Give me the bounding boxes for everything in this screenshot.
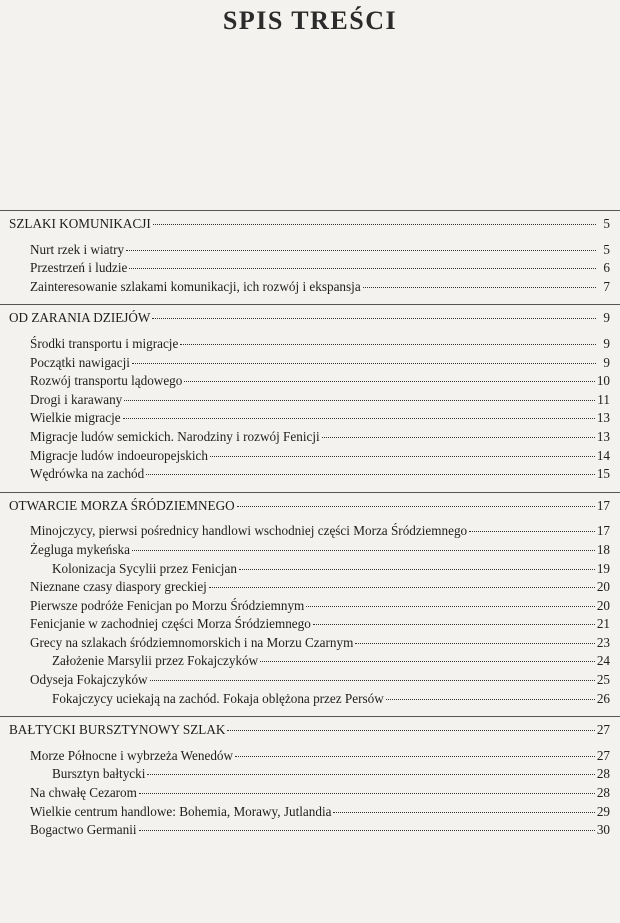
dot-leader	[239, 569, 595, 570]
page-number: 24	[596, 653, 610, 669]
toc-entry	[0, 560, 620, 579]
dot-leader	[180, 344, 596, 345]
entry-title: Przestrzeń i ludzie	[30, 260, 128, 276]
section-heading	[0, 309, 620, 328]
toc-entry	[0, 652, 620, 671]
toc-entry	[0, 447, 620, 466]
page-number: 23	[596, 634, 610, 650]
entry-title: Zainteresowanie szlakami komunikacji, ich rozwój i ekspansja	[30, 278, 361, 294]
dot-leader	[147, 774, 594, 775]
page-number: 20	[596, 579, 610, 595]
entry-title: Początki nawigacji	[30, 354, 130, 370]
dot-leader	[469, 531, 595, 532]
dot-leader	[322, 437, 595, 438]
entry-title: SZLAKI KOMUNIKACJI	[9, 216, 151, 231]
dot-leader	[237, 506, 595, 507]
page-number: 6	[603, 260, 610, 276]
section-heading	[0, 215, 620, 234]
toc-entry	[0, 765, 620, 784]
page-number: 25	[596, 672, 610, 688]
toc-entry	[0, 803, 620, 822]
dot-leader	[139, 830, 595, 831]
page-number: 9	[603, 335, 610, 351]
dot-leader	[132, 550, 595, 551]
toc-entry	[0, 747, 620, 766]
entry-title: Środki transportu i migracje	[30, 335, 179, 351]
dot-leader	[123, 418, 595, 419]
toc-entry	[0, 634, 620, 653]
page-number: 19	[596, 560, 610, 576]
entry-title: Nurt rzek i wiatry	[30, 241, 125, 257]
entry-title: Odyseja Fokajczyków	[30, 672, 148, 688]
entry-title: Wędrówka na zachód	[30, 466, 145, 482]
entry-title: Migracje ludów semickich. Narodziny i rozwój Fenicji	[30, 428, 320, 444]
toc-section	[0, 492, 620, 717]
page-number: 13	[596, 410, 610, 426]
entry-title: Pierwsze podróże Fenicjan po Morzu Śródziemnym	[30, 597, 305, 613]
section-heading	[0, 497, 620, 516]
toc-entry	[0, 335, 620, 354]
page-title: SPIS TREŚCI	[222, 6, 398, 35]
toc-entry	[0, 259, 620, 278]
page-number: 5	[603, 216, 610, 231]
dot-leader	[227, 730, 594, 731]
dot-leader	[333, 812, 594, 813]
dot-leader	[210, 456, 595, 457]
page-number: 27	[596, 722, 610, 738]
page-number: 9	[603, 354, 610, 370]
dot-leader	[313, 624, 595, 625]
page-number: 13	[596, 428, 610, 444]
dot-leader	[152, 318, 596, 319]
dot-leader	[146, 474, 595, 475]
toc-entry	[0, 354, 620, 373]
dot-leader	[124, 400, 595, 401]
page-number: 21	[596, 616, 610, 632]
entry-title: Minojczycy, pierwsi pośrednicy handlowi wschodniej części Morza Śródziemnego	[30, 523, 468, 539]
entry-title: BAŁTYCKI BURSZTYNOWY SZLAK	[9, 722, 226, 738]
entry-title: Fokajczycy uciekają na zachód. Fokaja oblężona przez Persów	[52, 690, 384, 706]
toc-entry	[0, 578, 620, 597]
entry-title: Kolonizacja Sycylii przez Fenicjan	[52, 560, 237, 576]
page-number: 20	[596, 597, 610, 613]
entry-title: Żegluga mykeńska	[30, 541, 130, 557]
entry-title: Nieznane czasy diaspory greckiej	[30, 579, 207, 595]
entry-title: Na chwałę Cezarom	[30, 785, 137, 801]
toc-entry	[0, 821, 620, 840]
toc-entry	[0, 372, 620, 391]
dot-leader	[184, 381, 594, 382]
page-number: 14	[596, 447, 610, 463]
toc-entry	[0, 597, 620, 616]
page-number: 28	[596, 766, 610, 782]
entry-title: Fenicjanie w zachodniej części Morza Śródziemnego	[30, 616, 311, 632]
dot-leader	[132, 363, 596, 364]
toc-entry	[0, 690, 620, 709]
toc-entry	[0, 278, 620, 297]
page-number: 27	[596, 747, 610, 763]
dot-leader	[150, 680, 595, 681]
page-number: 10	[596, 373, 610, 389]
entry-title: OD ZARANIA DZIEJÓW	[9, 310, 151, 326]
entry-title: Bursztyn bałtycki	[52, 766, 146, 782]
dot-leader	[153, 224, 596, 225]
page-number: 18	[596, 541, 610, 557]
entry-title: Założenie Marsylii przez Fokajczyków	[52, 653, 259, 669]
dot-leader	[209, 587, 595, 588]
page-number: 5	[603, 241, 610, 257]
toc-section	[0, 210, 620, 304]
page-number: 28	[596, 785, 610, 801]
toc-entry	[0, 522, 620, 541]
entry-title: Migracje ludów indoeuropejskich	[30, 447, 208, 463]
entry-title: Wielkie migracje	[30, 410, 121, 426]
section-heading	[0, 721, 620, 740]
toc-entry	[0, 615, 620, 634]
dot-leader	[386, 699, 595, 700]
entry-title: Bogactwo Germanii	[30, 822, 137, 838]
toc-entry	[0, 391, 620, 410]
dot-leader	[306, 606, 595, 607]
dot-leader	[129, 268, 596, 269]
toc-entry	[0, 465, 620, 484]
page-number: 11	[597, 391, 610, 407]
toc-section	[0, 716, 620, 848]
table-of-contents	[0, 210, 620, 848]
toc-entry	[0, 541, 620, 560]
toc-entry	[0, 428, 620, 447]
entry-title: Grecy na szlakach śródziemnomorskich i na Morzu Czarnym	[30, 634, 354, 650]
dot-leader	[355, 643, 594, 644]
toc-entry	[0, 671, 620, 690]
dot-leader	[260, 661, 595, 662]
toc-entry	[0, 409, 620, 428]
dot-leader	[363, 287, 596, 288]
toc-section	[0, 304, 620, 491]
dot-leader	[126, 250, 596, 251]
entry-title: Rozwój transportu lądowego	[30, 373, 183, 389]
dot-leader	[139, 793, 595, 794]
entry-title: OTWARCIE MORZA ŚRÓDZIEMNEGO	[9, 497, 235, 513]
page-number: 9	[603, 310, 610, 326]
page-number: 30	[596, 822, 610, 838]
entry-title: Morze Północne i wybrzeża Wenedów	[30, 747, 234, 763]
page-number: 17	[596, 497, 610, 513]
toc-entry	[0, 784, 620, 803]
dot-leader	[235, 756, 595, 757]
page-number: 26	[596, 690, 610, 706]
page-number: 17	[596, 523, 610, 539]
page-number: 7	[603, 278, 610, 294]
page-number: 15	[596, 466, 610, 482]
toc-entry	[0, 241, 620, 260]
entry-title: Drogi i karawany	[30, 391, 123, 407]
entry-title: Wielkie centrum handlowe: Bohemia, Morawy, Jutlandia	[30, 803, 332, 819]
page-number: 29	[596, 803, 610, 819]
